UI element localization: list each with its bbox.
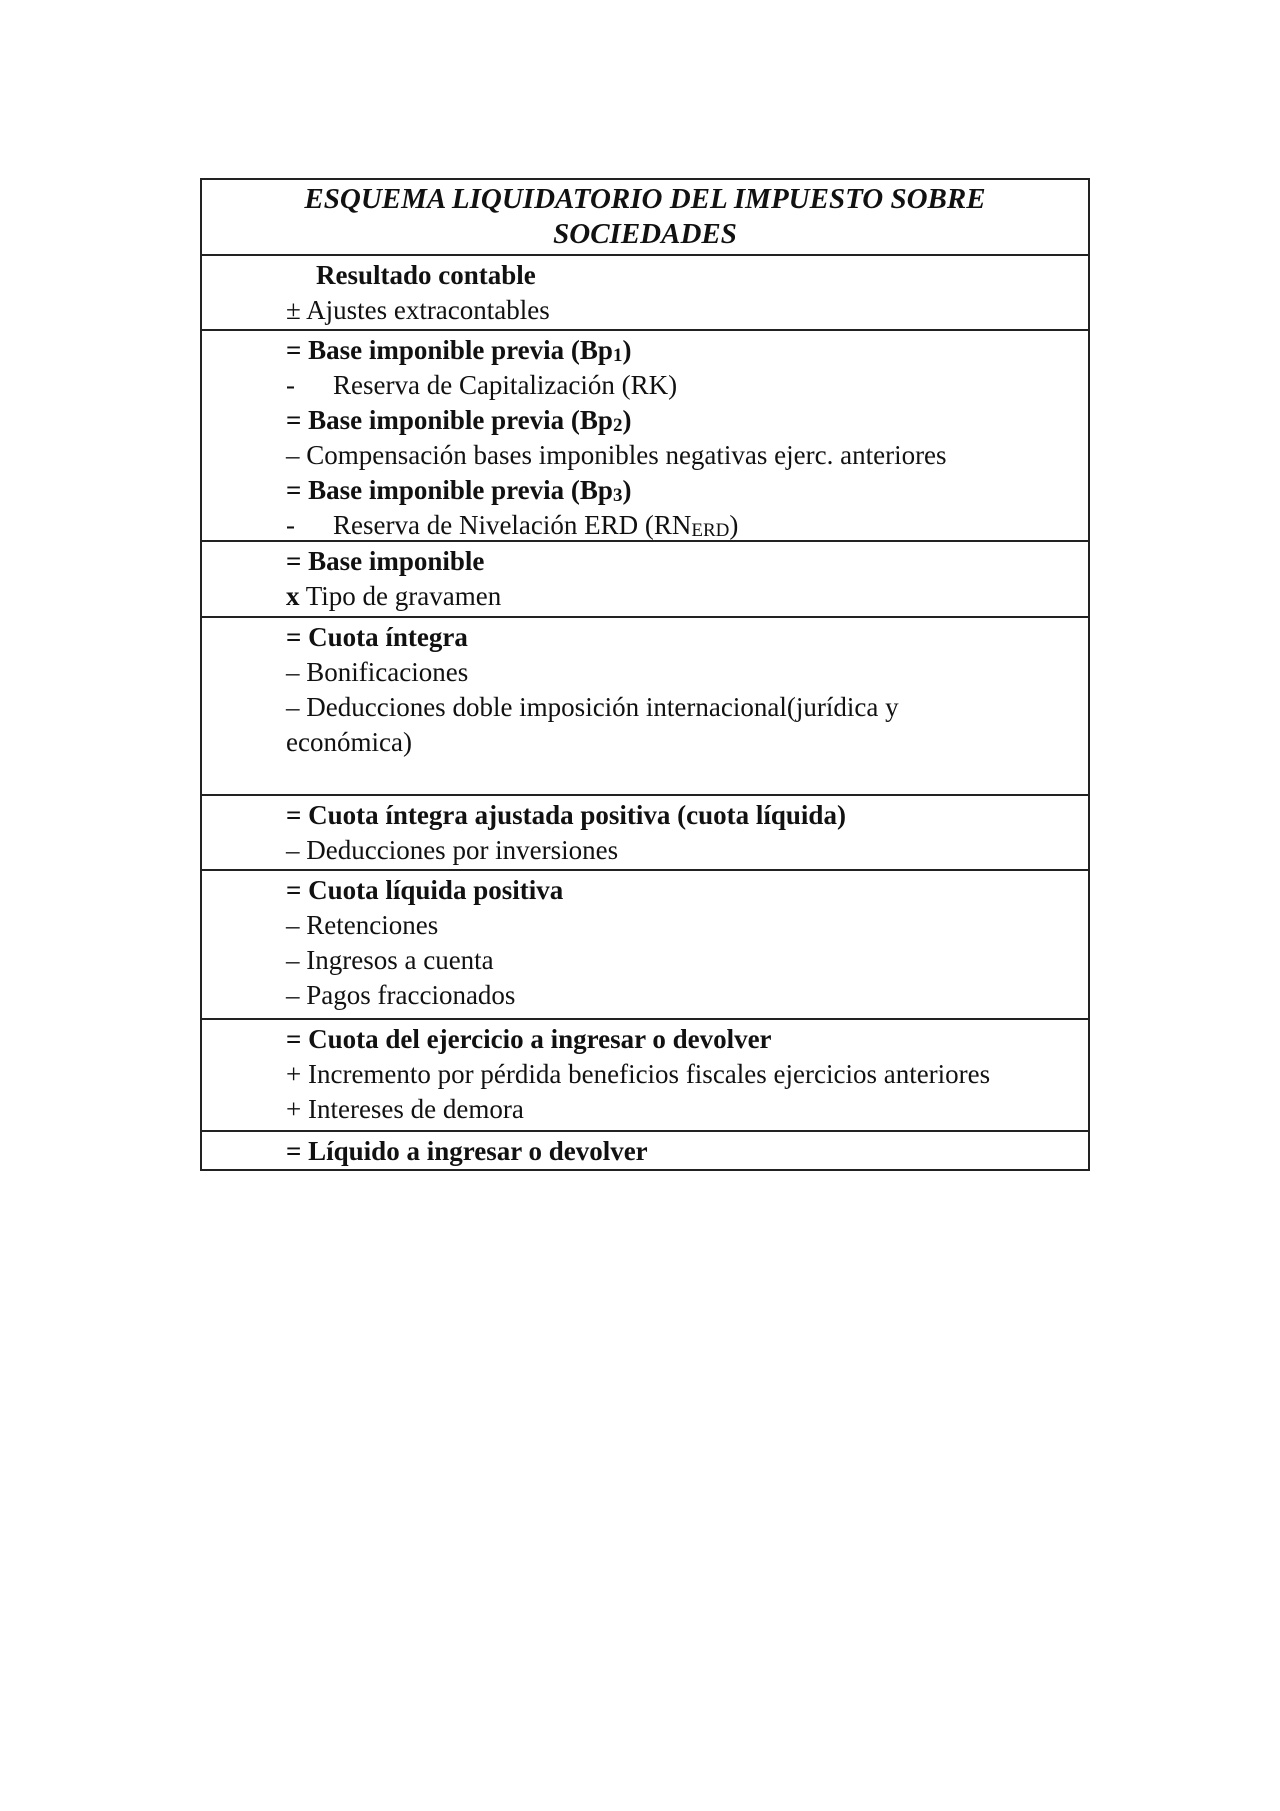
section-liquido <box>202 1130 1088 1169</box>
tipo-gravamen: x Tipo de gravamen <box>286 581 502 611</box>
pagos-fraccionados: – Pagos fraccionados <box>286 980 516 1010</box>
resultado-contable: Resultado contable <box>316 260 536 290</box>
base-previa-2: = Base imponible previa $(Bp_2)$ <box>286 405 632 436</box>
cuota-ejercicio: = Cuota del ejercicio a ingresar o devolver <box>286 1024 772 1054</box>
ajustes-extracontables: ± Ajustes extracontables <box>286 295 550 325</box>
title-line-2: SOCIEDADES <box>553 218 737 250</box>
section-cuota-liquida <box>202 869 1088 1018</box>
reserva-capitalizacion: - Reserva de Capitalización (RK) <box>286 370 678 400</box>
section-cuota-ajustada <box>202 794 1088 869</box>
liquidation-scheme-table <box>200 178 1090 1171</box>
deducciones-inversiones: – Deducciones por inversiones <box>286 835 619 865</box>
section-cuota-ejercicio <box>202 1018 1088 1130</box>
ingresos-a-cuenta: – Ingresos a cuenta <box>286 945 494 975</box>
base-imponible: = Base imponible <box>286 546 485 576</box>
cuota-integra-ajustada: = Cuota íntegra ajustada positiva (cuota líquida) <box>286 800 846 830</box>
incremento-perdida-beneficios: + Incremento por pérdida beneficios fiscales ejercicios anteriores <box>286 1059 991 1089</box>
retenciones: – Retenciones <box>286 910 439 940</box>
bonificaciones: – Bonificaciones <box>286 657 469 687</box>
deducciones-doble-imposicion: – Deducciones doble imposición internacional(jurídica y económica) <box>286 692 899 757</box>
section-cuota-integra <box>202 616 1088 794</box>
table-title <box>202 180 1088 254</box>
base-previa-3: = Base imponible previa $(Bp_3)$ <box>286 475 632 506</box>
intereses-demora: + Intereses de demora <box>286 1094 524 1124</box>
liquido-a-ingresar: = Líquido a ingresar o devolver <box>286 1136 648 1166</box>
section-resultado <box>202 254 1088 329</box>
title-line-1: ESQUEMA LIQUIDATORIO DEL IMPUESTO SOBRE <box>304 183 986 215</box>
section-base-imponible <box>202 540 1088 616</box>
reserva-nivelacion: - Reserva de Nivelación ERD $(RN_{ERD})$ <box>286 510 739 541</box>
cuota-integra: = Cuota íntegra <box>286 622 468 652</box>
cuota-liquida-positiva: = Cuota líquida positiva <box>286 875 564 905</box>
compensacion-bases: – Compensación bases imponibles negativas ejerc. anteriores <box>286 440 947 470</box>
base-previa-1: = Base imponible previa $(Bp_1)$ <box>286 335 632 366</box>
section-base-previa <box>202 329 1088 540</box>
